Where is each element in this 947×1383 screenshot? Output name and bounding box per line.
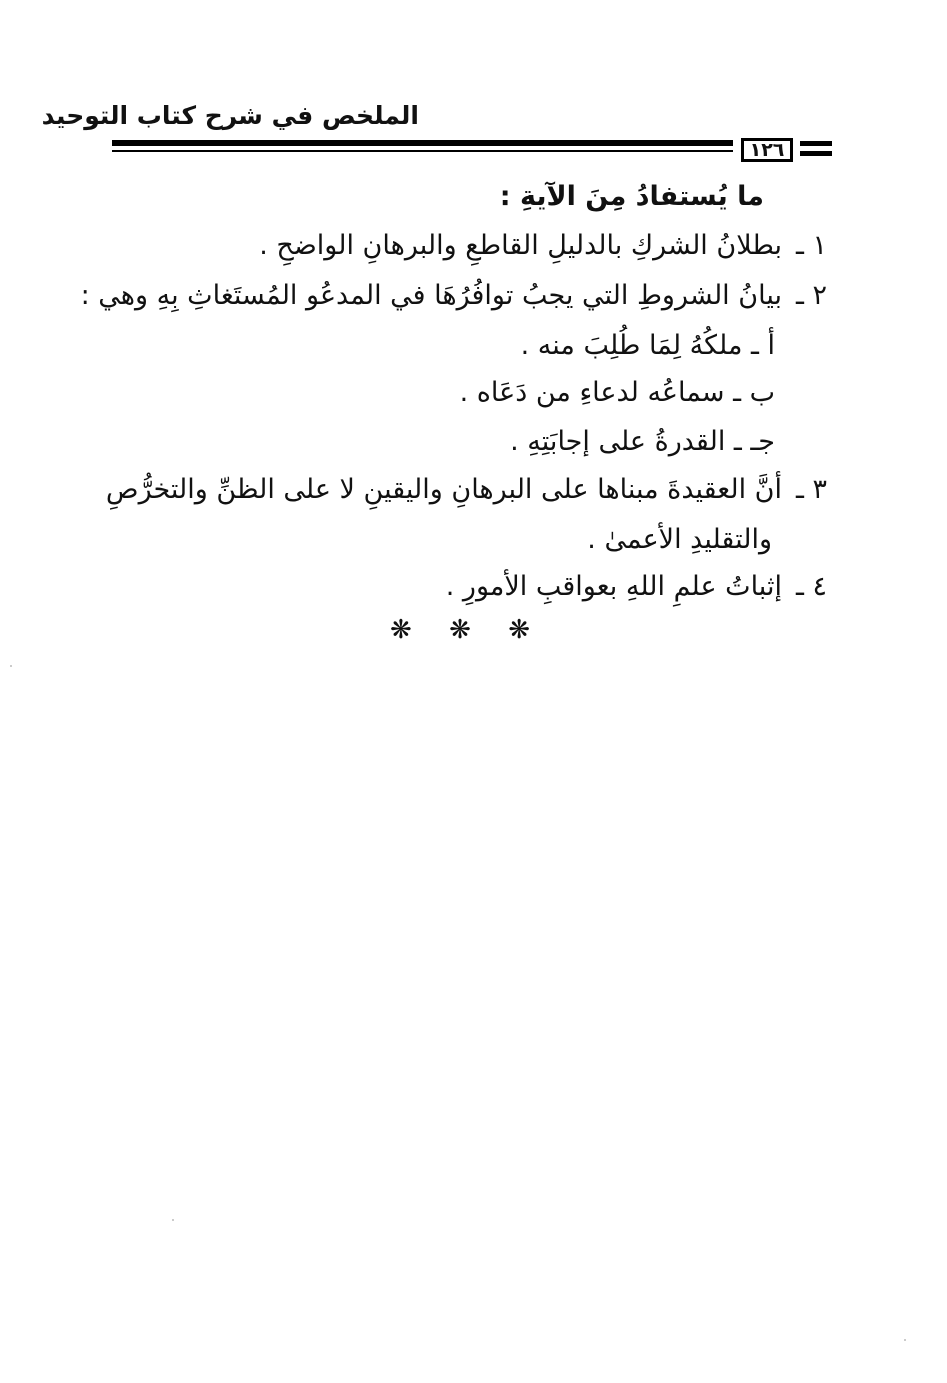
scan-speck: [172, 1219, 174, 1221]
sub-item: جـ ـ القدرةُ على إجابَتِهِ .: [510, 426, 775, 457]
item-number: ١ ـ: [795, 230, 827, 261]
star-icon: ❋: [390, 615, 412, 645]
section-separator: [390, 615, 530, 645]
list-item: [106, 470, 827, 510]
list-item: [259, 226, 827, 266]
list-item: [446, 567, 827, 607]
item-text: أنَّ العقيدةَ مبناها على البرهانِ واليقينِ لا على الظنِّ والتخرُّصِ: [105, 474, 782, 505]
sub-item: ب ـ سماعُه لدعاءِ من دَعَاه .: [459, 377, 775, 408]
item-continuation: والتقليدِ الأعمىٰ .: [587, 524, 772, 555]
section-heading: ما يُستفادُ مِنَ الآيةِ :: [499, 181, 764, 212]
item-text: إثباتُ علمِ اللهِ بعواقبِ الأمورِ .: [445, 571, 782, 602]
running-title: الملخص في شرح كتاب التوحيد: [41, 101, 419, 130]
scan-speck: [10, 665, 12, 667]
sub-item: أ ـ ملكُهُ لِمَا طُلِبَ منه .: [520, 330, 775, 361]
item-text: بيانُ الشروطِ التي يجبُ توافُرُهَا في المدعُو المُستَغاثِ بِهِ وهي :: [80, 280, 782, 311]
header-rule-thin: [112, 150, 733, 152]
item-text: بطلانُ الشركِ بالدليلِ القاطعِ والبرهانِ الواضحِ .: [259, 230, 782, 261]
star-icon: ❋: [508, 615, 530, 645]
scan-speck: [904, 1339, 906, 1341]
item-number: ٣ ـ: [795, 474, 827, 505]
item-number: ٢ ـ: [795, 280, 827, 311]
item-number: ٤ ـ: [795, 571, 827, 602]
star-icon: ❋: [449, 615, 471, 645]
header-dash: [800, 141, 832, 146]
header-rule: [112, 140, 733, 146]
header-dash: [800, 151, 832, 156]
page-number: ١٢٦: [741, 138, 793, 162]
list-item: [81, 276, 827, 316]
